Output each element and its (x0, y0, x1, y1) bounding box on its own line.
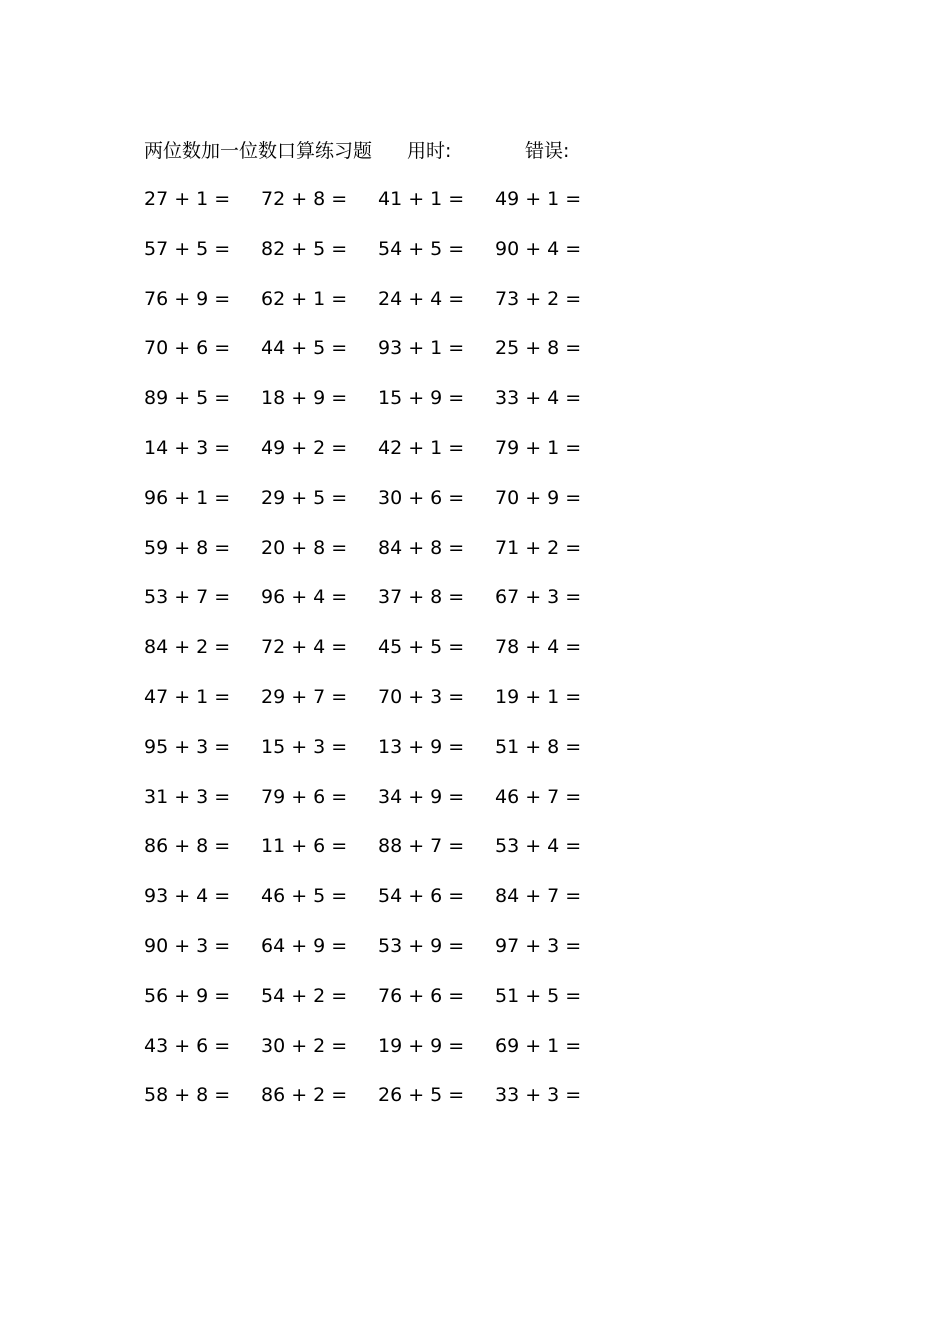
problem-item: 26 + 5 = (378, 1084, 465, 1107)
problem-row (0, 682, 950, 732)
problem-item: 73 + 2 = (495, 287, 582, 310)
problem-item: 76 + 6 = (378, 984, 465, 1007)
problem-item: 53 + 4 = (495, 835, 582, 858)
problem-item: 70 + 9 = (495, 486, 582, 509)
problem-item: 64 + 9 = (261, 934, 348, 957)
problem-item: 72 + 4 = (261, 636, 348, 659)
problem-item: 67 + 3 = (495, 586, 582, 609)
problem-item: 46 + 5 = (261, 885, 348, 908)
problem-item: 49 + 2 = (261, 436, 348, 459)
problem-item: 53 + 7 = (144, 586, 231, 609)
problem-row (0, 881, 950, 931)
problem-item: 84 + 2 = (144, 636, 231, 659)
problem-item: 11 + 6 = (261, 835, 348, 858)
problem-item: 41 + 1 = (378, 188, 465, 210)
problem-item: 71 + 2 = (495, 536, 582, 559)
problem-item: 45 + 5 = (378, 636, 465, 659)
worksheet-header (0, 136, 950, 166)
problem-item: 15 + 3 = (261, 735, 348, 758)
problem-item: 20 + 8 = (261, 536, 348, 559)
problem-item: 95 + 3 = (144, 735, 231, 758)
problem-item: 43 + 6 = (144, 1034, 231, 1057)
problem-row (0, 184, 950, 234)
problem-item: 34 + 9 = (378, 785, 465, 808)
problem-row (0, 1080, 950, 1130)
problem-item: 90 + 4 = (495, 237, 582, 260)
problem-item: 84 + 8 = (378, 536, 465, 559)
problem-item: 27 + 1 = (144, 188, 231, 210)
problem-item: 29 + 5 = (261, 486, 348, 509)
problem-item: 70 + 6 = (144, 337, 231, 360)
problem-item: 78 + 4 = (495, 636, 582, 659)
problem-item: 96 + 1 = (144, 486, 231, 509)
problem-item: 51 + 5 = (495, 984, 582, 1007)
problem-item: 31 + 3 = (144, 785, 231, 808)
time-used-label: 用时: (407, 140, 452, 162)
problem-item: 19 + 9 = (378, 1034, 465, 1057)
problem-item: 70 + 3 = (378, 685, 465, 708)
problem-item: 51 + 8 = (495, 735, 582, 758)
problem-item: 33 + 4 = (495, 387, 582, 410)
problem-row (0, 333, 950, 383)
problem-row (0, 533, 950, 583)
problem-item: 37 + 8 = (378, 586, 465, 609)
problem-row (0, 981, 950, 1031)
problem-row (0, 383, 950, 433)
problem-item: 93 + 4 = (144, 885, 231, 908)
problem-item: 72 + 8 = (261, 188, 348, 210)
problem-item: 69 + 1 = (495, 1034, 582, 1057)
problem-row (0, 433, 950, 483)
problem-item: 82 + 5 = (261, 237, 348, 260)
problem-item: 18 + 9 = (261, 387, 348, 410)
problem-item: 54 + 5 = (378, 237, 465, 260)
problem-item: 96 + 4 = (261, 586, 348, 609)
problem-item: 53 + 9 = (378, 934, 465, 957)
problem-item: 56 + 9 = (144, 984, 231, 1007)
problem-row (0, 1031, 950, 1081)
problem-row (0, 831, 950, 881)
problem-item: 93 + 1 = (378, 337, 465, 360)
problem-item: 90 + 3 = (144, 934, 231, 957)
problem-row (0, 732, 950, 782)
problem-row (0, 284, 950, 334)
problem-item: 15 + 9 = (378, 387, 465, 410)
problem-item: 54 + 2 = (261, 984, 348, 1007)
problem-item: 30 + 2 = (261, 1034, 348, 1057)
problem-item: 86 + 2 = (261, 1084, 348, 1107)
problem-row (0, 582, 950, 632)
problem-item: 49 + 1 = (495, 188, 582, 210)
problem-item: 42 + 1 = (378, 436, 465, 459)
problem-item: 14 + 3 = (144, 436, 231, 459)
problem-row (0, 483, 950, 533)
problem-item: 97 + 3 = (495, 934, 582, 957)
problem-item: 58 + 8 = (144, 1084, 231, 1107)
problem-row (0, 632, 950, 682)
problem-item: 88 + 7 = (378, 835, 465, 858)
problem-item: 47 + 1 = (144, 685, 231, 708)
problem-grid (0, 184, 950, 1130)
problem-item: 62 + 1 = (261, 287, 348, 310)
problem-row (0, 234, 950, 284)
errors-label: 错误: (525, 140, 570, 162)
problem-item: 79 + 6 = (261, 785, 348, 808)
problem-item: 33 + 3 = (495, 1084, 582, 1107)
worksheet-title: 两位数加一位数口算练习题 (144, 140, 373, 162)
problem-item: 19 + 1 = (495, 685, 582, 708)
problem-item: 57 + 5 = (144, 237, 231, 260)
problem-item: 30 + 6 = (378, 486, 465, 509)
problem-item: 84 + 7 = (495, 885, 582, 908)
problem-item: 13 + 9 = (378, 735, 465, 758)
problem-item: 25 + 8 = (495, 337, 582, 360)
problem-item: 44 + 5 = (261, 337, 348, 360)
problem-item: 54 + 6 = (378, 885, 465, 908)
problem-item: 89 + 5 = (144, 387, 231, 410)
problem-row (0, 931, 950, 981)
problem-item: 29 + 7 = (261, 685, 348, 708)
problem-item: 86 + 8 = (144, 835, 231, 858)
problem-row (0, 782, 950, 832)
problem-item: 79 + 1 = (495, 436, 582, 459)
problem-item: 24 + 4 = (378, 287, 465, 310)
problem-item: 76 + 9 = (144, 287, 231, 310)
problem-item: 59 + 8 = (144, 536, 231, 559)
problem-item: 46 + 7 = (495, 785, 582, 808)
